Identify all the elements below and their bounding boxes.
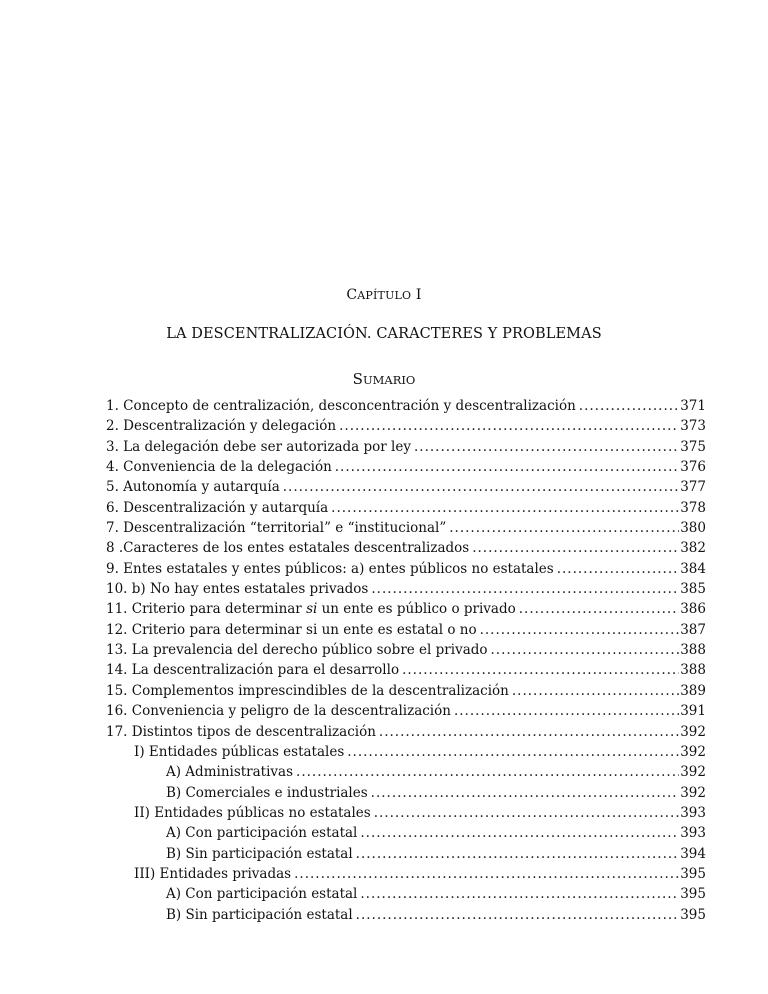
toc-entry-text: A) Con participación estatal	[166, 886, 358, 903]
toc-entry	[106, 479, 706, 499]
toc-entry-text-part: 11. Criterio para determinar	[106, 601, 307, 618]
toc-entry-text: 6. Descentralización y autarquía	[106, 499, 329, 516]
toc-entry	[106, 703, 706, 723]
toc-page-number: 387	[680, 621, 706, 638]
toc-page-number: 382	[680, 540, 706, 557]
toc-entry	[106, 581, 706, 601]
toc-entry	[106, 418, 706, 438]
toc-page-number: 395	[680, 886, 706, 903]
toc-leader-dots	[454, 703, 679, 719]
toc-entry	[106, 907, 706, 927]
toc-leader-dots	[294, 866, 679, 882]
toc-page-number: 392	[680, 723, 706, 740]
toc-leader-dots	[374, 805, 680, 821]
toc-entry-text: 7. Descentralización “territorial” e “institucional”	[106, 520, 447, 537]
toc-page-number: 395	[680, 906, 706, 923]
toc-entry-text: 14. La descentralización para el desarrollo	[106, 662, 400, 679]
toc-entry	[106, 500, 706, 520]
toc-leader-dots	[512, 683, 679, 699]
toc-entry	[106, 805, 706, 825]
table-of-contents	[106, 398, 706, 927]
toc-entry	[106, 886, 706, 906]
toc-entry	[106, 662, 706, 682]
toc-entry-text: III) Entidades privadas	[134, 865, 292, 882]
toc-page-number: 371	[680, 398, 706, 414]
toc-page-number: 392	[680, 764, 706, 781]
toc-entry-text-part: un ente es público o privado	[317, 601, 516, 618]
toc-entry	[106, 846, 706, 866]
toc-entry	[106, 622, 706, 642]
chapter-label	[0, 287, 768, 303]
chapter-label-initial: C	[346, 287, 358, 303]
toc-leader-dots	[472, 540, 679, 556]
toc-page-number: 385	[680, 581, 706, 598]
toc-entry	[106, 683, 706, 703]
toc-entry-text: 13. La prevalencia del derecho público sobre el privado	[106, 642, 488, 659]
toc-leader-dots	[557, 561, 680, 577]
toc-entry-text: 15. Complementos imprescindibles de la descentralización	[106, 682, 509, 699]
toc-page-number: 377	[680, 479, 706, 496]
toc-entry-text: II) Entidades públicas no estatales	[134, 804, 371, 821]
toc-leader-dots	[371, 581, 679, 597]
toc-leader-dots	[379, 724, 679, 740]
chapter-title: LA DESCENTRALIZACIÓN. CARACTERES Y PROBLEMAS	[166, 326, 602, 342]
toc-entry	[106, 825, 706, 845]
toc-page-number: 395	[680, 865, 706, 882]
toc-page-number: 376	[680, 459, 706, 476]
toc-leader-dots	[402, 662, 679, 678]
toc-entry-text: B) Sin participación estatal	[166, 906, 353, 923]
toc-leader-dots	[356, 907, 680, 923]
toc-entry-text	[106, 601, 516, 617]
toc-page-number: 394	[680, 845, 706, 862]
toc-leader-dots	[449, 520, 679, 536]
toc-page-number: 373	[680, 418, 706, 435]
toc-page-number: 388	[680, 662, 706, 679]
toc-leader-dots	[371, 785, 680, 801]
toc-page-number: 393	[680, 825, 706, 842]
toc-page-number: 389	[680, 682, 706, 699]
toc-entry-text: 1. Concepto de centralización, desconcentración y descentralización	[106, 398, 576, 414]
toc-entry-text: A) Administrativas	[166, 764, 294, 781]
toc-leader-dots	[331, 500, 679, 516]
toc-leader-dots	[283, 479, 679, 495]
chapter-numeral: I	[411, 287, 422, 303]
chapter-label-rest: APÍTULO	[357, 289, 412, 302]
toc-leader-dots	[491, 642, 680, 658]
toc-entry	[106, 642, 706, 662]
toc-leader-dots	[296, 764, 679, 780]
toc-leader-dots	[356, 846, 680, 862]
toc-entry-text: 4. Conveniencia de la delegación	[106, 459, 332, 476]
toc-leader-dots	[339, 418, 679, 434]
toc-entry-text: 5. Autonomía y autarquía	[106, 479, 280, 496]
toc-page-number: 386	[680, 601, 706, 618]
toc-entry	[106, 520, 706, 540]
toc-page-number: 375	[680, 438, 706, 455]
toc-page-number: 380	[680, 520, 706, 537]
toc-entry-text: I) Entidades públicas estatales	[134, 743, 345, 760]
toc-leader-dots	[360, 825, 679, 841]
toc-entry	[106, 398, 706, 418]
toc-entry-text: 8 .Caracteres de los entes estatales descentralizados	[106, 540, 470, 557]
toc-entry-text: B) Comerciales e industriales	[166, 784, 368, 801]
toc-entry	[106, 439, 706, 459]
toc-entry-text: A) Con participación estatal	[166, 825, 358, 842]
toc-page-number: 392	[680, 743, 706, 760]
toc-leader-dots	[579, 398, 679, 414]
toc-entry	[106, 764, 706, 784]
toc-leader-dots	[414, 439, 679, 455]
summary-heading	[0, 370, 768, 388]
toc-page-number: 388	[680, 642, 706, 659]
toc-leader-dots	[335, 459, 679, 475]
summary-heading-rest: UMARIO	[362, 373, 416, 387]
toc-entry-text-emphasis: si	[306, 601, 318, 618]
summary-heading-initial: S	[352, 370, 363, 388]
toc-page-number: 392	[680, 784, 706, 801]
toc-entry	[106, 601, 706, 621]
toc-entry-text: 9. Entes estatales y entes públicos: a) entes públicos no estatales	[106, 560, 554, 577]
toc-page-number: 378	[680, 499, 706, 516]
toc-page-number: 391	[680, 703, 706, 720]
toc-entry	[106, 724, 706, 744]
toc-entry-text: 2. Descentralización y delegación	[106, 418, 337, 435]
toc-entry	[106, 459, 706, 479]
toc-entry-text: 16. Conveniencia y peligro de la descentralización	[106, 703, 451, 720]
toc-entry	[106, 561, 706, 581]
toc-entry	[106, 866, 706, 886]
toc-entry-text: 17. Distintos tipos de descentralización	[106, 723, 376, 740]
toc-entry-text: 12. Criterio para determinar si un ente es estatal o no	[106, 621, 477, 638]
toc-page-number: 384	[680, 560, 706, 577]
toc-entry-text: 3. La delegación debe ser autorizada por ley	[106, 438, 411, 455]
toc-leader-dots	[347, 744, 679, 760]
toc-entry	[106, 785, 706, 805]
toc-entry-text: B) Sin participación estatal	[166, 845, 353, 862]
toc-leader-dots	[360, 886, 679, 902]
toc-entry	[106, 540, 706, 560]
toc-entry	[106, 744, 706, 764]
toc-entry-text: 10. b) No hay entes estatales privados	[106, 581, 369, 598]
toc-leader-dots	[519, 601, 679, 617]
toc-leader-dots	[480, 622, 680, 638]
toc-page-number: 393	[680, 804, 706, 821]
